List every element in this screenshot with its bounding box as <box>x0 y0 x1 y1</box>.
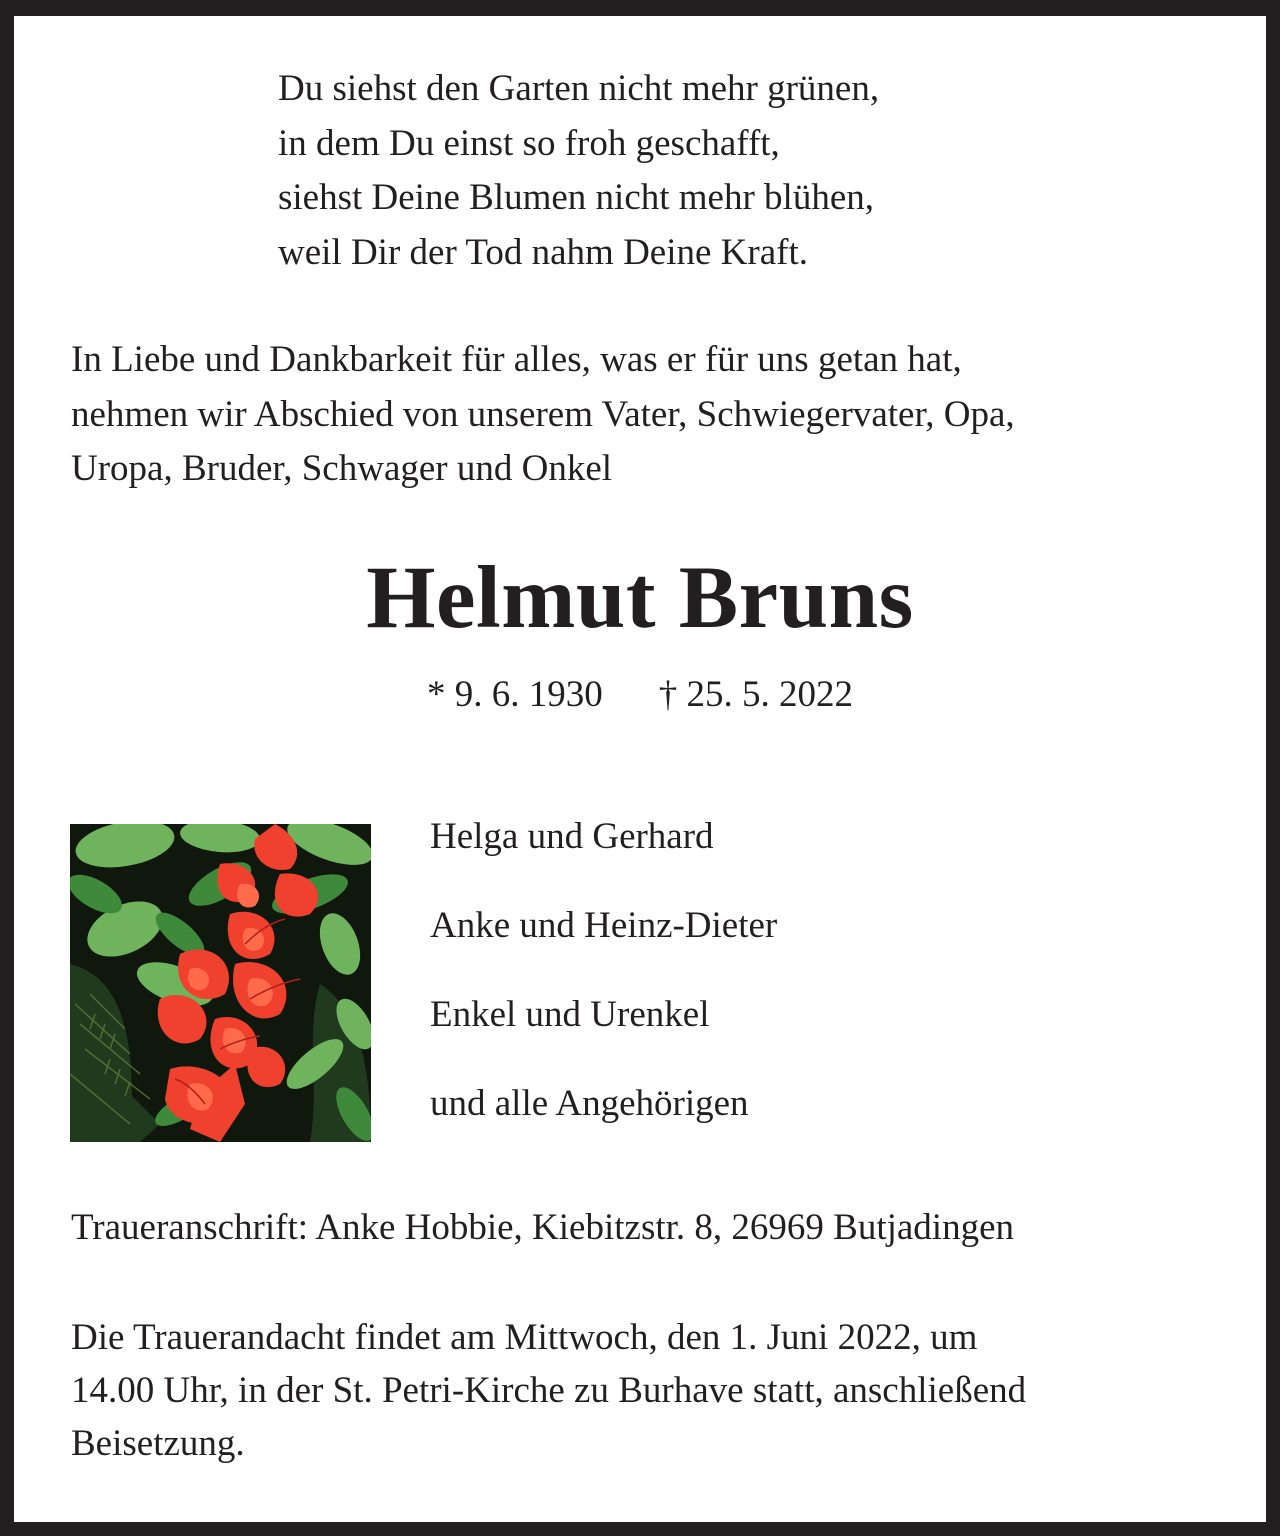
deceased-name: Helmut Bruns <box>366 549 914 647</box>
intro-line: In Liebe und Dankbarkeit für alles, was er für uns getan hat, <box>71 339 962 380</box>
ceremony-line: Die Trauerandacht findet am Mittwoch, den 1. Juni 2022, um <box>71 1317 978 1358</box>
mourners-list <box>430 815 777 1171</box>
intro-line: Uropa, Bruder, Schwager und Onkel <box>71 448 613 489</box>
birth-date: * 9. 6. 1930 <box>427 674 603 715</box>
ceremony-line: Beisetzung. <box>71 1423 245 1464</box>
poem <box>278 62 879 280</box>
mourner-entry: Helga und Gerhard <box>430 816 714 857</box>
intro-text <box>71 333 1015 497</box>
ceremony-line: 14.00 Uhr, in der St. Petri-Kirche zu Burhave statt, anschließend <box>71 1370 1027 1411</box>
mourner-entry: Anke und Heinz-Dieter <box>430 905 778 946</box>
poem-line: Du siehst den Garten nicht mehr grünen, <box>278 68 880 109</box>
flower-photo <box>70 824 371 1142</box>
poem-line: weil Dir der Tod nahm Deine Kraft. <box>278 231 808 273</box>
mourner-entry: Enkel und Urenkel <box>430 994 710 1035</box>
life-dates <box>0 670 1280 720</box>
azalea-image <box>70 824 371 1142</box>
poem-line: siehst Deine Blumen nicht mehr blühen, <box>278 177 874 218</box>
intro-line: nehmen wir Abschied von unserem Vater, Schwiegervater, Opa, <box>71 393 1015 435</box>
mourning-address: Traueranschrift: Anke Hobbie, Kiebitzstr. 8, 26969 Butjadingen <box>71 1207 1015 1248</box>
mourner-entry: und alle Angehörigen <box>430 1083 749 1124</box>
poem-line: in dem Du einst so froh geschafft, <box>278 122 780 164</box>
ceremony-info <box>71 1311 1026 1470</box>
death-date: † 25. 5. 2022 <box>658 674 853 715</box>
